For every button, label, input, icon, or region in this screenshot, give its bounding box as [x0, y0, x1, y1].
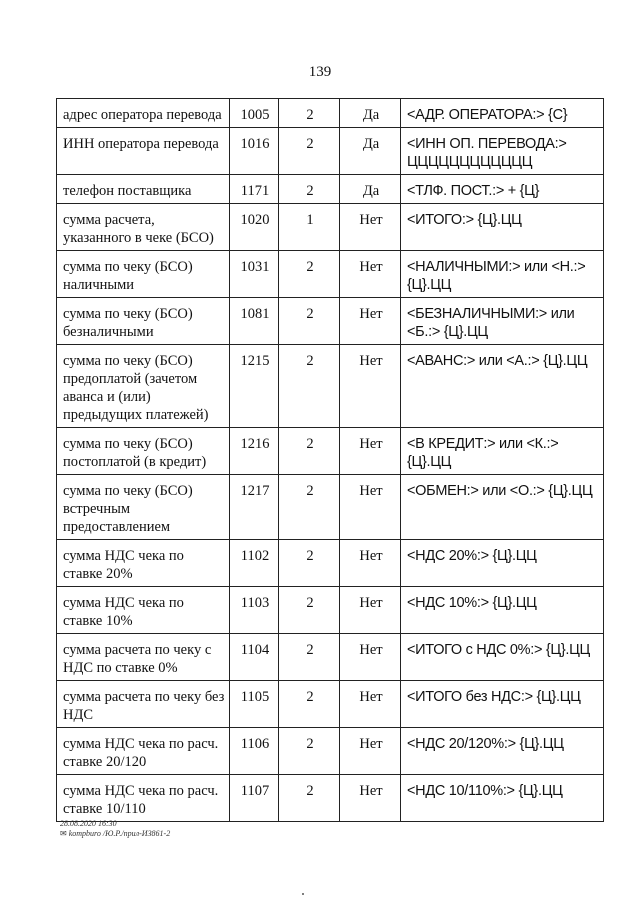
cell-required: Нет — [340, 587, 401, 634]
cell-name: адрес оператора перевода — [57, 99, 230, 128]
cell-format: 2 — [279, 428, 340, 475]
cell-name: сумма НДС чека по расч. ставке 10/110 — [57, 775, 230, 822]
cell-required: Да — [340, 128, 401, 175]
cell-print: <НДС 20/120%:> {Ц}.ЦЦ — [401, 728, 604, 775]
table-row — [57, 681, 604, 728]
cell-required: Да — [340, 175, 401, 204]
cell-tag: 1106 — [230, 728, 279, 775]
cell-name: сумма расчета, указанного в чеке (БСО) — [57, 204, 230, 251]
cell-tag: 1171 — [230, 175, 279, 204]
cell-name: сумма НДС чека по ставке 20% — [57, 540, 230, 587]
cell-print: <В КРЕДИТ:> или <К.:> {Ц}.ЦЦ — [401, 428, 604, 475]
cell-tag: 1216 — [230, 428, 279, 475]
table-row — [57, 175, 604, 204]
cell-required: Нет — [340, 681, 401, 728]
cell-tag: 1217 — [230, 475, 279, 540]
cell-format: 2 — [279, 634, 340, 681]
cell-format: 2 — [279, 475, 340, 540]
table-row — [57, 587, 604, 634]
table-row — [57, 298, 604, 345]
footer-timestamp: 28.08.2020 16:30 — [60, 819, 117, 828]
cell-format: 2 — [279, 775, 340, 822]
cell-required: Нет — [340, 428, 401, 475]
cell-required: Да — [340, 99, 401, 128]
cell-name: сумма НДС чека по ставке 10% — [57, 587, 230, 634]
cell-tag: 1031 — [230, 251, 279, 298]
cell-print: <АВАНС:> или <А.:> {Ц}.ЦЦ — [401, 345, 604, 428]
cell-tag: 1020 — [230, 204, 279, 251]
table-row — [57, 475, 604, 540]
table-row — [57, 99, 604, 128]
cell-print: <ТЛФ. ПОСТ.:> + {Ц} — [401, 175, 604, 204]
cell-print: <БЕЗНАЛИЧНЫМИ:> или <Б.:> {Ц}.ЦЦ — [401, 298, 604, 345]
cell-format: 2 — [279, 175, 340, 204]
table-row — [57, 540, 604, 587]
cell-format: 2 — [279, 128, 340, 175]
cell-print: <ИТОГО без НДС:> {Ц}.ЦЦ — [401, 681, 604, 728]
cell-required: Нет — [340, 204, 401, 251]
cell-name: сумма по чеку (БСО) встречным предоставлением — [57, 475, 230, 540]
document-stamp-icon: ✉ — [60, 829, 67, 838]
cell-tag: 1005 — [230, 99, 279, 128]
cell-required: Нет — [340, 298, 401, 345]
cell-format: 2 — [279, 540, 340, 587]
cell-print: <ИНН ОП. ПЕРЕВОДА:> ЦЦЦЦЦЦЦЦЦЦЦЦ — [401, 128, 604, 175]
footer — [60, 819, 170, 839]
table-row — [57, 251, 604, 298]
cell-print: <НДС 10/110%:> {Ц}.ЦЦ — [401, 775, 604, 822]
cell-print: <ОБМЕН:> или <О.:> {Ц}.ЦЦ — [401, 475, 604, 540]
cell-format: 2 — [279, 728, 340, 775]
table-row — [57, 634, 604, 681]
table-row — [57, 128, 604, 175]
cell-required: Нет — [340, 775, 401, 822]
cell-name: сумма по чеку (БСО) наличными — [57, 251, 230, 298]
table-row — [57, 728, 604, 775]
cell-format: 2 — [279, 345, 340, 428]
cell-format: 1 — [279, 204, 340, 251]
page-number: 139 — [308, 64, 332, 80]
cell-tag: 1215 — [230, 345, 279, 428]
cell-name: телефон поставщика — [57, 175, 230, 204]
cell-print: <АДР. ОПЕРАТОРА:> {С} — [401, 99, 604, 128]
cell-format: 2 — [279, 99, 340, 128]
cell-required: Нет — [340, 475, 401, 540]
cell-print: <НДС 10%:> {Ц}.ЦЦ — [401, 587, 604, 634]
cell-required: Нет — [340, 634, 401, 681]
table-row — [57, 775, 604, 822]
table-row — [57, 428, 604, 475]
cell-format: 2 — [279, 681, 340, 728]
cell-required: Нет — [340, 251, 401, 298]
table-body — [57, 99, 604, 822]
cell-format: 2 — [279, 587, 340, 634]
cell-name: сумма по чеку (БСО) предоплатой (зачетом аванса и (или) предыдущих платежей) — [57, 345, 230, 428]
requisites-table — [56, 98, 604, 822]
cell-name: сумма НДС чека по расч. ставке 20/120 — [57, 728, 230, 775]
cell-print: <НАЛИЧНЫМИ:> или <Н.:> {Ц}.ЦЦ — [401, 251, 604, 298]
cell-required: Нет — [340, 728, 401, 775]
footer-path-line — [60, 829, 170, 839]
table-row — [57, 345, 604, 428]
cell-tag: 1107 — [230, 775, 279, 822]
cell-required: Нет — [340, 345, 401, 428]
cell-name: ИНН оператора перевода — [57, 128, 230, 175]
cell-print: <НДС 20%:> {Ц}.ЦЦ — [401, 540, 604, 587]
cell-print: <ИТОГО:> {Ц}.ЦЦ — [401, 204, 604, 251]
cell-tag: 1081 — [230, 298, 279, 345]
footer-path: kompburo /Ю.Р./прил-ИЗ861-2 — [68, 829, 171, 838]
cell-name: сумма расчета по чеку без НДС — [57, 681, 230, 728]
table-row — [57, 204, 604, 251]
scan-speck — [302, 893, 304, 895]
cell-required: Нет — [340, 540, 401, 587]
cell-print: <ИТОГО с НДС 0%:> {Ц}.ЦЦ — [401, 634, 604, 681]
cell-name: сумма по чеку (БСО) безналичными — [57, 298, 230, 345]
cell-tag: 1016 — [230, 128, 279, 175]
cell-name: сумма расчета по чеку с НДС по ставке 0% — [57, 634, 230, 681]
cell-tag: 1104 — [230, 634, 279, 681]
cell-name: сумма по чеку (БСО) постоплатой (в кредит) — [57, 428, 230, 475]
cell-tag: 1103 — [230, 587, 279, 634]
cell-format: 2 — [279, 298, 340, 345]
cell-format: 2 — [279, 251, 340, 298]
cell-tag: 1102 — [230, 540, 279, 587]
cell-tag: 1105 — [230, 681, 279, 728]
